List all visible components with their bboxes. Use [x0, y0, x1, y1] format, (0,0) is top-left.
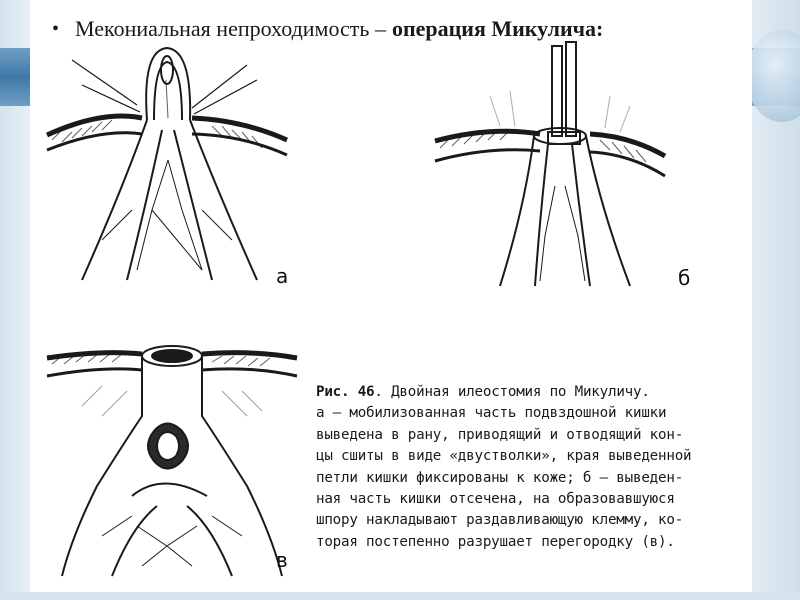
- title-bold: операция Микулича:: [391, 16, 604, 41]
- title-bullet: •: [52, 17, 60, 40]
- caption-line-1: [316, 382, 746, 403]
- caption-line: цы сшиты в виде «двустволки», края выведенной: [316, 448, 692, 465]
- slide-title: [52, 14, 603, 44]
- caption-line: а — мобилизованная часть подвздошной кишки: [316, 405, 667, 422]
- caption-line: ная часть кишки отсечена, на образовавшуюся: [316, 491, 675, 508]
- slide-frame-band-left: [0, 48, 30, 106]
- figure-label-c: в: [276, 548, 288, 572]
- illustration-a: [42, 40, 292, 290]
- figure-label-a: а: [276, 264, 289, 288]
- figure-caption: [316, 382, 746, 553]
- caption-line: петли кишки фиксированы к коже; б — выведен-: [316, 469, 684, 486]
- illustration-b: [430, 36, 670, 296]
- figure-label-b: б: [678, 266, 691, 290]
- illustration-c: [42, 336, 302, 582]
- caption-line: шпору накладывают раздавливающую клемму, ко-: [316, 512, 684, 529]
- caption-line: торая постепенно разрушает перегородку (в).: [316, 533, 675, 550]
- caption-line-1-rest: . Двойная илеостомия по Микуличу.: [374, 384, 650, 400]
- caption-line: выведена в рану, приводящий и отводящий кон-: [316, 426, 684, 443]
- caption-lead: Рис. 46: [316, 384, 375, 400]
- title-prefix: Мекониальная непроходимость –: [75, 16, 386, 41]
- slide-frame-bottom: [0, 592, 800, 600]
- slide-canvas: [30, 0, 752, 592]
